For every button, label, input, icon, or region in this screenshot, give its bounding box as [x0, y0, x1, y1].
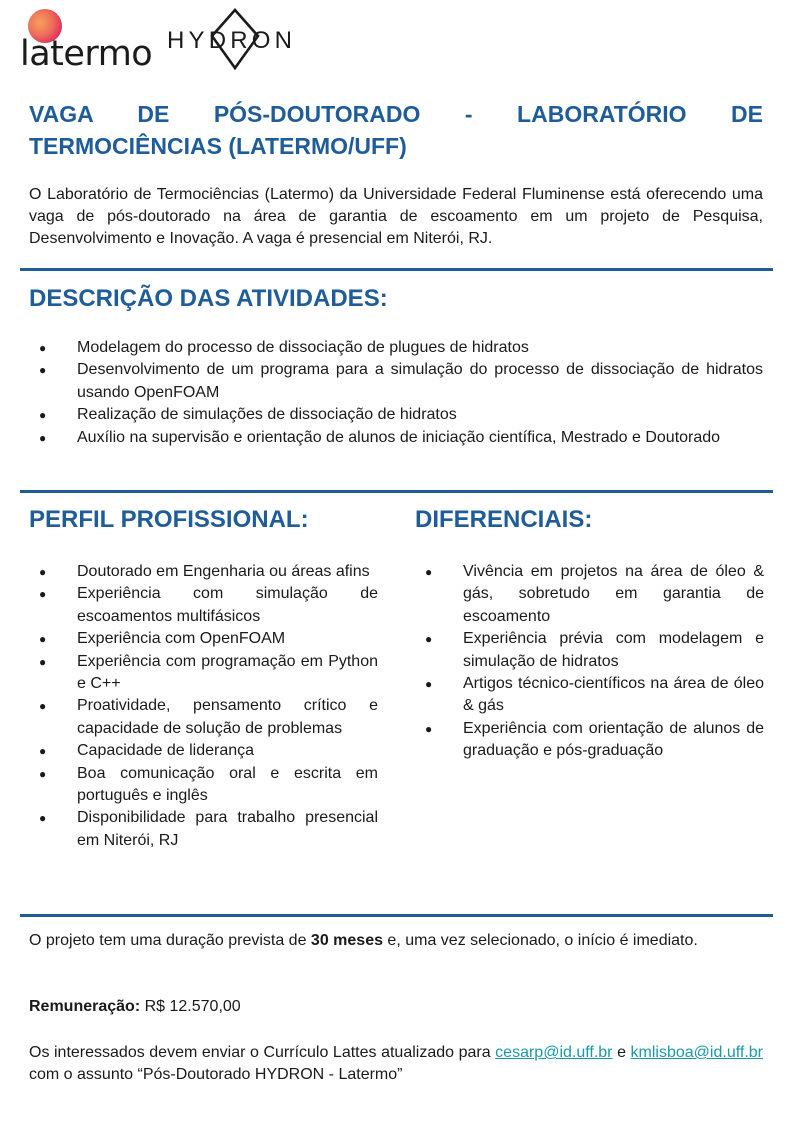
page-title: VAGA DE PÓS-DOUTORADO - LABORATÓRIO DE TERMOCIÊNCIAS (LATERMO/UFF) [29, 101, 763, 159]
latermo-logo [20, 8, 152, 72]
list-item: ● Experiência com simulação de escoamentos multifásicos [29, 583, 378, 628]
section-divider [20, 490, 773, 493]
list-item: ● Doutorado em Engenharia ou áreas afins [29, 561, 378, 583]
list-item: ● Capacidade de liderança [29, 740, 378, 762]
list-item: ● Proatividade, pensamento crítico e capacidade de solução de problemas [29, 695, 378, 740]
list-item: ● Boa comunicação oral e escrita em português e inglês [29, 763, 378, 808]
list-item: ● Desenvolvimento de um programa para a simulação do processo de dissociação de hidratos usando OpenFOAM [29, 359, 763, 404]
section-heading-atividades: DESCRIÇÃO DAS ATIVIDADES: [29, 285, 388, 312]
duration-text: O projeto tem uma duração prevista de [29, 932, 311, 949]
latermo-wordmark: latermo [20, 34, 153, 74]
perfil-list [29, 561, 378, 852]
list-item: ● Disponibilidade para trabalho presencial em Niterói, RJ [29, 807, 378, 852]
contact-subject: com o assunto “Pós-Doutorado HYDRON - Latermo” [29, 1066, 403, 1084]
list-item: ● Modelagem do processo de dissociação de plugues de hidratos [29, 337, 763, 359]
hydron-wordmark: HYDRON [167, 27, 297, 54]
salary-value: R$ 12.570,00 [140, 998, 241, 1015]
list-item: ● Realização de simulações de dissociação de hidratos [29, 404, 763, 426]
diferenciais-list [415, 561, 764, 763]
list-item: ● Experiência prévia com modelagem e simulação de hidratos [415, 628, 764, 673]
list-item: ● Auxílio na supervisão e orientação de alunos de iniciação científica, Mestrado e Doutorado [29, 427, 763, 449]
list-item: ● Experiência com orientação de alunos de graduação e pós-graduação [415, 718, 764, 763]
section-heading-perfil: PERFIL PROFISSIONAL: [29, 506, 309, 533]
list-item: ● Experiência com OpenFOAM [29, 628, 378, 650]
contact-text: Os interessados devem enviar o Currículo Lattes atualizado para [29, 1044, 496, 1061]
hydron-logo [165, 8, 315, 72]
contact-paragraph [29, 1042, 763, 1087]
email-link-cesarp[interactable]: cesarp@id.uff.br [495, 1044, 613, 1061]
section-heading-diferenciais: DIFERENCIAIS: [415, 506, 593, 533]
salary-label: Remuneração: [29, 998, 141, 1015]
contact-text-and: e [612, 1044, 631, 1061]
atividades-list [29, 337, 763, 449]
section-divider [20, 914, 773, 917]
email-link-kmlisboa[interactable]: kmlisboa@id.uff.br [630, 1044, 763, 1061]
duration-text-end: e, uma vez selecionado, o início é imediato. [382, 932, 698, 949]
salary-paragraph [29, 996, 763, 1018]
duration-value: 30 meses [310, 932, 383, 949]
section-divider [20, 268, 773, 271]
list-item: ● Artigos técnico-científicos na área de óleo & gás [415, 673, 764, 718]
list-item: ● Vivência em projetos na área de óleo & gás, sobretudo em garantia de escoamento [415, 561, 764, 628]
logo-header [20, 8, 320, 72]
list-item: ● Experiência com programação em Python e C++ [29, 651, 378, 696]
duration-paragraph [29, 930, 763, 952]
intro-paragraph: O Laboratório de Termociências (Latermo) da Universidade Federal Fluminense está oferecendo uma vaga de pós-doutorado na área de garantia de escoamento em um projeto de Pesquisa, Desenvolvimento e Inovação. A vaga é presencial em Niterói, RJ. [29, 186, 763, 247]
